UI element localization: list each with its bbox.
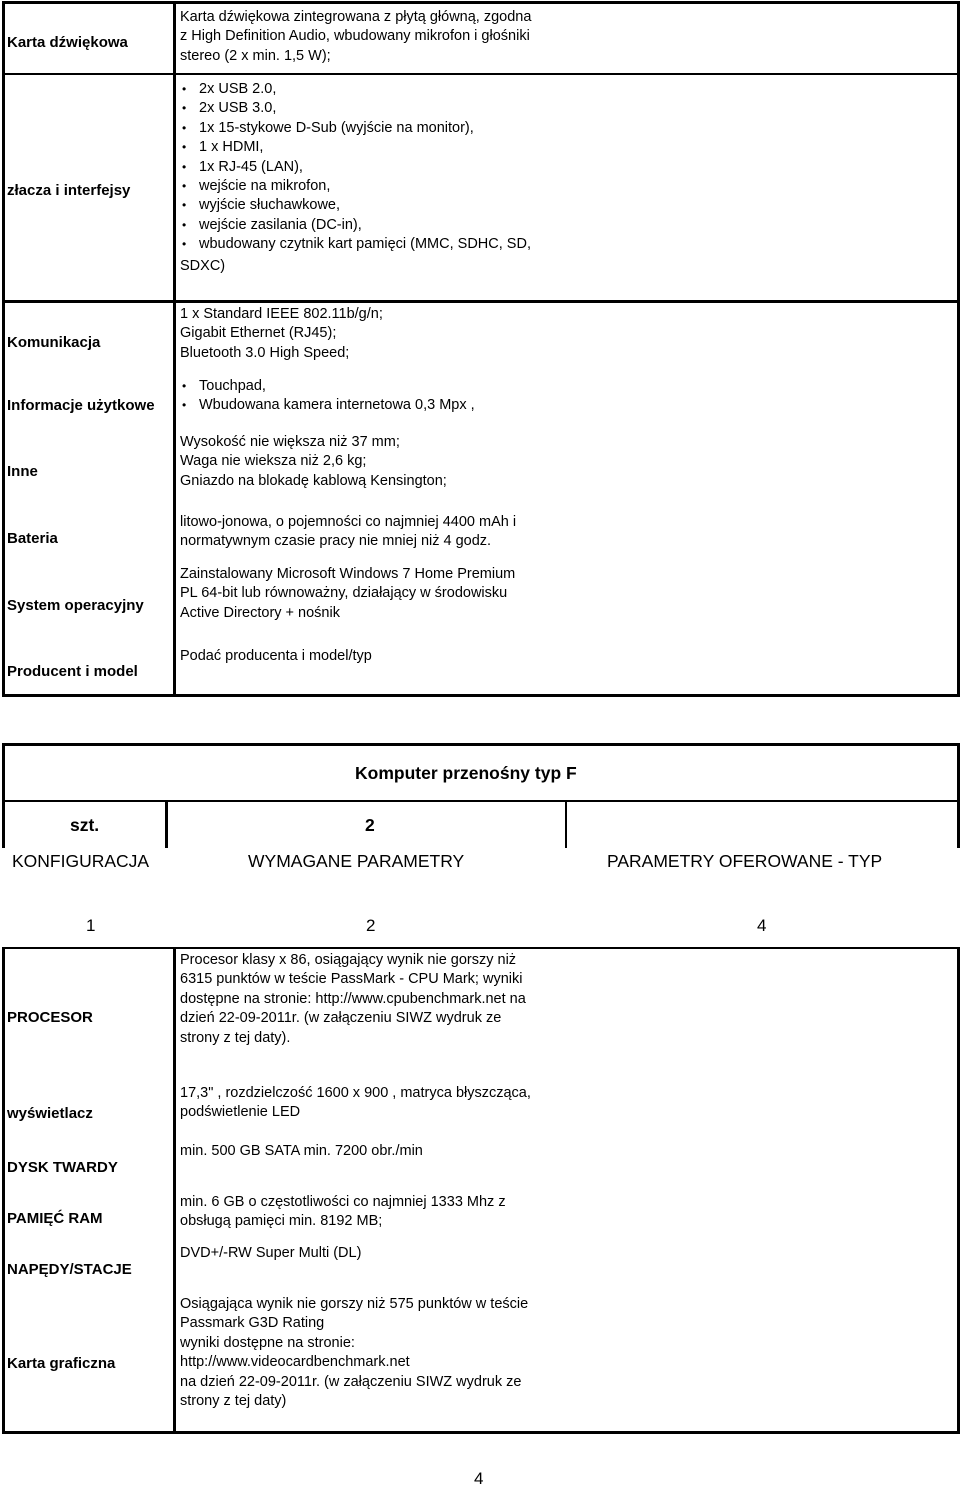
row-value-manufacturer: Podać producenta i model/typ	[180, 648, 372, 664]
column-header-required: WYMAGANE PARAMETRY	[248, 851, 465, 871]
list-item: • wbudowany czytnik kart pamięci (MMC, SDHC, SD,	[180, 235, 565, 254]
row-value-display: 17,3" , rozdzielczość 1600 x 900 , matryca błyszcząca, podświetlenie LED	[180, 1085, 531, 1121]
list-item: • wejście na mikrofon,	[180, 177, 565, 196]
column-number-2: 2	[366, 916, 376, 935]
row-value-ram: min. 6 GB o częstotliwości co najmniej 1333 Mhz z obsługą pamięci min. 8192 MB;	[180, 1194, 506, 1230]
row-value-graphics: Osiągająca wynik nie gorszy niż 575 punktów w teście Passmark G3D Rating wyniki dostępne na stronie: http://www.videocardbenchmark.net na dzień 22-09-2011r. (w załączeniu SIWZ wydruk ze strony z tej daty)	[180, 1296, 529, 1410]
ports-list	[180, 80, 565, 255]
row-value-battery: litowo-jonowa, o pojemności co najmniej 4400 mAh i normatywnym czasie pracy nie mniej niż 4 godz.	[180, 514, 517, 550]
row-value-hdd: min. 500 GB SATA min. 7200 obr./min	[180, 1143, 423, 1159]
row-label-display: wyświetlacz	[7, 1105, 93, 1122]
section-title: Komputer przenośny typ F	[355, 763, 577, 783]
qty-label: szt.	[70, 815, 100, 835]
row-label-drives: NAPĘDY/STACJE	[7, 1261, 132, 1278]
row-label-ram: PAMIĘĆ RAM	[7, 1210, 103, 1227]
row-label-sound-card: Karta dźwiękowa	[7, 34, 128, 51]
column-header-configuration: KONFIGURACJA	[12, 851, 150, 871]
row-label-usage: Informacje użytkowe	[7, 397, 155, 414]
list-item: • 2x USB 2.0,	[180, 80, 565, 99]
list-item: • 1x RJ-45 (LAN),	[180, 158, 565, 177]
row-value-processor: Procesor klasy x 86, osiągający wynik nie gorszy niż 6315 punktów w teście PassMark - CPU Mark; wyniki dostępne na stronie: http://www.cpubenchmark.net na dzień 22-09-2011r. (w załączeniu SIWZ wydruk ze strony z tej daty).	[180, 952, 526, 1046]
list-item: • 1x 15-stykowe D-Sub (wyjście na monitor),	[180, 119, 565, 138]
row-label-hdd: DYSK TWARDY	[7, 1159, 118, 1176]
row-label-ports: złacza i interfejsy	[7, 182, 131, 199]
column-header-offered: PARAMETRY OFEROWANE - TYP	[607, 851, 883, 871]
column-number-4: 4	[757, 916, 767, 935]
list-item: • Wbudowana kamera internetowa 0,3 Mpx ,	[180, 396, 565, 415]
row-label-communication: Komunikacja	[7, 334, 101, 351]
row-value-communication: 1 x Standard IEEE 802.11b/g/n; Gigabit Ethernet (RJ45); Bluetooth 3.0 High Speed;	[180, 306, 383, 361]
list-item: • 1 x HDMI,	[180, 138, 565, 157]
ports-list-tail: SDXC)	[180, 258, 226, 274]
row-label-processor: PROCESOR	[7, 1009, 93, 1026]
column-number-1: 1	[86, 916, 96, 935]
list-item: • wejście zasilania (DC-in),	[180, 216, 565, 235]
row-value-other: Wysokość nie większa niż 37 mm; Waga nie wieksza niż 2,6 kg; Gniazdo na blokadę kablową Kensington;	[180, 434, 447, 489]
qty-value: 2	[365, 815, 375, 835]
row-label-other: Inne	[7, 463, 38, 480]
row-label-os: System operacyjny	[7, 597, 144, 614]
usage-list	[180, 377, 565, 416]
row-label-graphics: Karta graficzna	[7, 1355, 116, 1372]
page-number: 4	[474, 1469, 484, 1488]
list-item: • Touchpad,	[180, 377, 565, 396]
row-value-os: Zainstalowany Microsoft Windows 7 Home Premium PL 64-bit lub równoważny, działający w środowisku Active Directory + nośnik	[180, 566, 516, 621]
row-value-drives: DVD+/-RW Super Multi (DL)	[180, 1245, 362, 1261]
list-item: • 2x USB 3.0,	[180, 99, 565, 118]
row-label-battery: Bateria	[7, 530, 58, 547]
row-label-manufacturer: Producent i model	[7, 663, 138, 680]
list-item: • wyjście słuchawkowe,	[180, 196, 565, 215]
row-value-sound-card: Karta dźwiękowa zintegrowana z płytą główną, zgodna z High Definition Audio, wbudowany mikrofon i głośniki stereo (2 x min. 1,5 W);	[180, 9, 532, 64]
